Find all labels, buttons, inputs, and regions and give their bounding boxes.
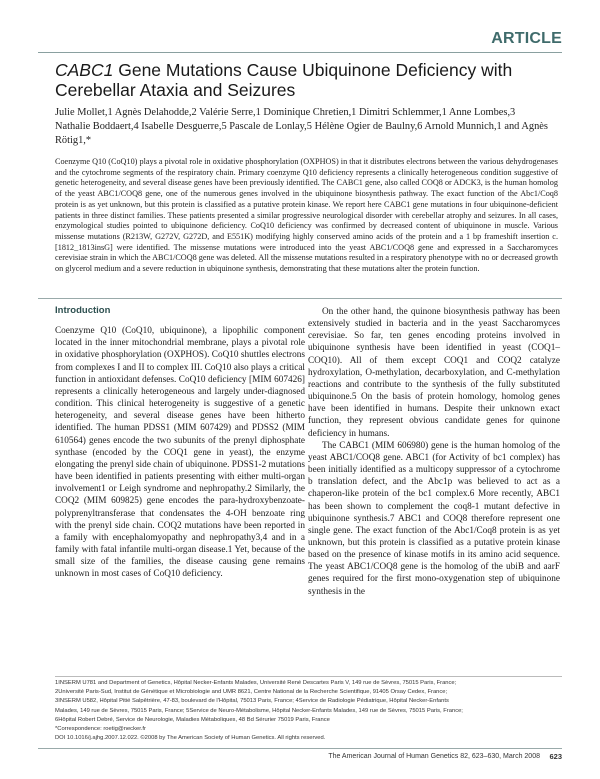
section-heading-introduction: Introduction (55, 305, 111, 316)
footnote-line: 2Université Paris-Sud, Institut de Génétique et Microbiologie and UMR 8621, Centre National de la Recherche Scientifique, 91405 Orsay Cedex, France; (55, 689, 448, 696)
correspondence-line: *Correspondence: roetig@necker.fr (55, 726, 146, 733)
title-gene: CABC1 (55, 60, 114, 80)
footnote-line: 6Hôpital Robert Debré, Service de Neurologie, Maladies Métaboliques, 48 Bd Sérurier 75019 Paris, France (55, 716, 330, 723)
doi-line: DOI 10.1016/j.ajhg.2007.12.022. ©2008 by The American Society of Human Genetics. All rights reserved. (55, 735, 326, 742)
article-title (55, 60, 540, 100)
footnote-line: 1INSERM U781 and Department of Genetics, Hôpital Necker-Enfants Malades, Université René Descartes Paris V, 149 rue de Sèvres, 75015 Paris, France; (55, 680, 457, 686)
abstract: Coenzyme Q10 (CoQ10) plays a pivotal role in oxidative phosphorylation (OXPHOS) in that it distributes electrons between the various dehydrogenases and the cytochrome segments of the respiratory chain. Primary coenzyme Q10 deficiency represents a clinically heterogeneous condition suggestive of genetic heterogeneity, and several disease genes have been previously identified. The CABC1 gene, also called COQ8 or ADCK3, is the human homolog of the yeast ABC1/COQ8 gene, one of the numerous genes involved in the ubiquinone biosynthesis pathway. The exact function of the Abc1/Coq8 protein is as yet unknown, but this protein is classified as a putative protein kinase. We report here CABC1 gene mutations in four ubiquinone-deficient patients in three distinct families. These patients presented a similar progressive neurological disorder with cerebellar atrophy and seizures. In all cases, enzymological studies pointed to ubiquinone deficiency. CoQ10 deficiency was confirmed by decreased content of ubiquinone in muscle. Various missense mutations (R213W, G272V, G272D, and E551K) modifying highly conserved amino acids of the protein and a 1 bp frameshift insertion c.[1812_1813insG] were identified. The missense mutations were introduced into the yeast ABC1/COQ8 gene and expressed in a Saccharomyces cerevisiae strain in which the ABC1/COQ8 gene was deleted. All the missense mutations resulted in a respiratory phenotype with no or decreased growth on glycerol medium and a severe reduction in ubiquinone synthesis, demonstrating that these mutations alter the protein function. (55, 157, 558, 274)
footnote-line: Malades, 149 rue de Sèvres, 75015 Paris, France; 5Service de Neuro-Métabolisme, Hôpital Necker-Enfants Malades, 149 rue de Sèvres, 75015 Paris, France; (55, 707, 463, 714)
author-list: Julie Mollet,1 Agnès Delahodde,2 Valérie Serre,1 Dominique Chretien,1 Dimitri Schlemmer,1 Anne Lombes,3 Nathalie Boddaert,4 Isabelle Desguerre,5 Pascale de Lonlay,5 Hélène Ogier de Baulny,6 Arnold Munnich,1 and Agnès Rötig1,* (55, 107, 548, 147)
article-header (38, 30, 562, 53)
body-paragraph: On the other hand, the quinone biosynthesis pathway has been extensively studied in bacteria and in the yeast Saccharomyces cerevisiae. So far, ten genes encoding proteins involved in ubiquinone synthesis have been identified in yeast (COQ1–COQ10). All of them except COQ1 and COQ2 catalyze hydroxylation, O-methylation, decarboxylation, and C-methylation reactions and contribute to the synthesis of the fully substituted ubiquinone.5 On the basis of protein homology, homolog genes have been identified in humans. Despite their unknown exact function, they represent obvious candidate genes for quinone deficiency in humans. (308, 307, 560, 439)
affiliation-footnotes (55, 679, 558, 743)
body-paragraph: The CABC1 (MIM 606980) gene is the human homolog of the yeast ABC1/COQ8 gene. ABC1 (for Activity of bc1 complex) has been initially identified as a multicopy suppressor of a cytochrome b translation defect, and the Abc1p was believed to act as a chaperon-like protein of the bc1 complex.6 More recently, ABC1 has been shown to complement the coq8-1 mutant defective in ubiquinone synthesis.7 ABC1 and COQ8 therefore represent one single gene. The exact function of the Abc1/Coq8 protein is as yet unknown, but this protein is classified as a putative protein kinase based on the presence of kinase motifs in its amino acid sequence. The yeast ABC1/COQ8 gene is the homolog of the ubiB and aarF genes required for the first mono-oxygenation step of ubiquinone synthesis in the (308, 440, 560, 597)
footnote-divider (55, 676, 562, 677)
title-rest: Gene Mutations Cause Ubiquinone Deficiency with Cerebellar Ataxia and Seizures (55, 60, 513, 100)
right-column (308, 306, 560, 598)
abstract-divider (38, 298, 562, 299)
page-number: 623 (549, 752, 562, 761)
page-footer (38, 748, 562, 761)
footnote-line: 3INSERM U582, Hôpital Pitié Salpêtrière, 47-83, boulevard de l'Hôpital, 75013 Paris, France; 4Service de Radiologie Pédiatrique, Hôpital Necker-Enfants (55, 698, 449, 705)
journal-citation: The American Journal of Human Genetics 82, 623–630, March 2008 (328, 753, 540, 760)
section-label: ARTICLE (491, 30, 562, 47)
body-paragraph: Coenzyme Q10 (CoQ10, ubiquinone), a lipophilic component located in the inner mitochondrial membrane, plays a pivotal role in oxidative phosphorylation (OXPHOS). CoQ10 shuttles electrons from complexes I and II to complex III. CoQ10 also plays a critical function in antioxidant defenses. CoQ10 deficiency [MIM 607426] represents a clinically heterogeneous and largely under-diagnosed condition. This clinical heterogeneity is suggestive of a genetic heterogeneity, and several disease genes have been hitherto identified. The human PDSS1 (MIM 607429) and PDSS2 (MIM 610564) genes encode the two subunits of the prenyl diphosphate synthase (encoded by the COQ1 gene in yeast), the enzyme elongating the prenyl side chain of ubiquinone. PDSS1-2 mutations have been identified in patients presenting with either multi-organ involvement1 or Leigh syndrome and nephropathy.2 Similarly, the COQ2 (MIM 609825) gene encodes the para-hydroxybenzoate-polyprenyltransferase that condensates the 4-OH benzoate ring with the prenyl side chain. COQ2 mutations have been reported in a family with encephalomyopathy and nephropathy3,4 and in a family with fatal infantile multi-organ disease.1 Yet, because of the small size of the families, the disease causing gene remains unknown in most cases of CoQ10 deficiency. (55, 326, 305, 580)
left-column (55, 305, 305, 580)
